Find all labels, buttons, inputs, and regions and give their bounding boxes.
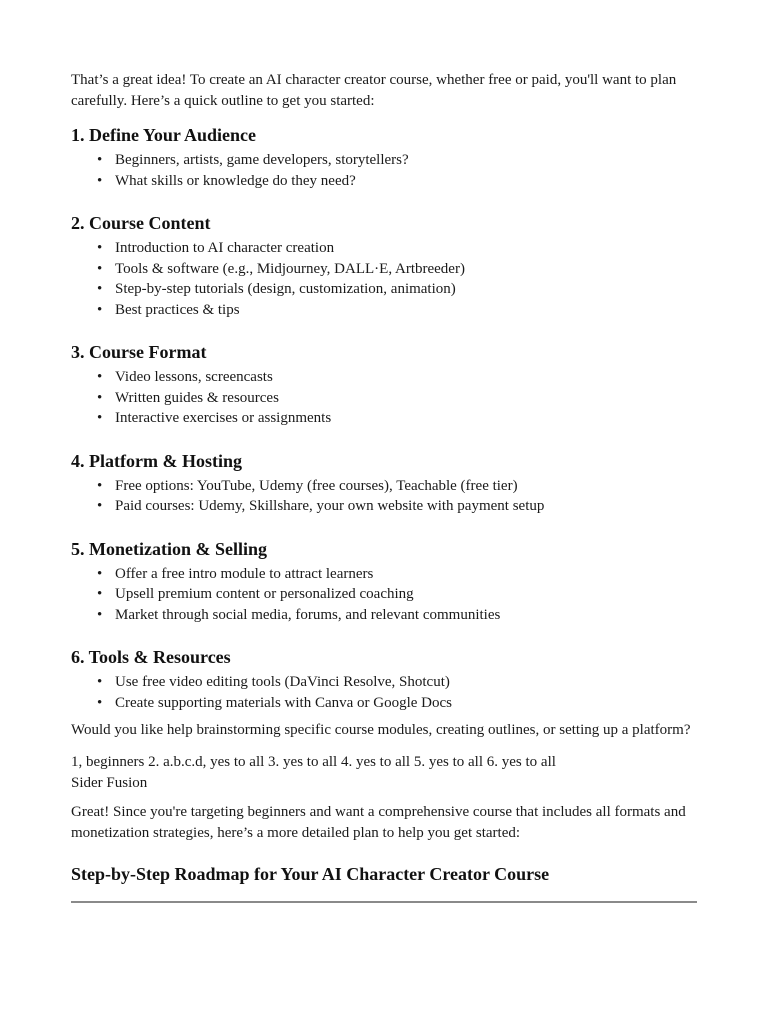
section-heading: 6. Tools & Resources [71,647,231,667]
list-item: • What skills or knowledge do they need? [71,171,697,192]
list-item: • Use free video editing tools (DaVinci Resolve, Shotcut) [71,672,697,693]
list-item: • Introduction to AI character creation [71,238,697,259]
section-heading: 2. Course Content [71,213,211,233]
section-heading: 1. Define Your Audience [71,125,257,145]
bullet-list [71,238,697,320]
section-heading: 3. Course Format [71,342,207,362]
section-platform-hosting [71,449,697,517]
section-tools-resources [71,645,697,713]
section-monetization [71,537,697,626]
user-reply: 1, beginners 2. a.b.c.d, yes to all 3. yes to all 4. yes to all 5. yes to all 6. yes to all [71,754,556,770]
bullet-list [71,150,697,191]
sender-name: Sider Fusion [71,775,148,791]
list-item: • Written guides & resources [71,388,697,409]
list-item: • Best practices & tips [71,300,697,321]
section-heading: 4. Platform & Hosting [71,450,242,471]
section-heading: 5. Monetization & Selling [71,538,267,559]
list-item: • Upsell premium content or personalized coaching [71,584,697,605]
follow-up-question: Would you like help brainstorming specific course modules, creating outlines, or setting up a platform? [71,722,691,738]
list-item: • Market through social media, forums, and relevant communities [71,605,697,626]
bullet-list [71,672,697,713]
list-item: • Create supporting materials with Canva or Google Docs [71,693,697,714]
list-item: • Tools & software (e.g., Midjourney, DALL·E, Artbreeder) [71,259,697,280]
list-item: • Beginners, artists, game developers, storytellers? [71,150,697,171]
section-course-format [71,340,697,429]
document-body [71,70,697,903]
list-item: • Interactive exercises or assignments [71,408,697,429]
list-item: • Free options: YouTube, Udemy (free courses), Teachable (free tier) [71,476,697,497]
section-course-content [71,211,697,320]
list-item: • Video lessons, screencasts [71,367,697,388]
section-define-audience [71,123,697,191]
list-item: • Paid courses: Udemy, Skillshare, your own website with payment setup [71,496,697,517]
bullet-list [71,564,697,626]
roadmap-heading: Step-by-Step Roadmap for Your AI Character Creator Course [71,862,697,903]
intro-paragraph: That’s a great idea! To create an AI character creator course, whether free or paid, you'll want to plan carefully. Here’s a quick outline to get you started: [71,72,677,109]
list-item: • Offer a free intro module to attract learners [71,564,697,585]
answer-paragraph: Great! Since you're targeting beginners and want a comprehensive course that includes all formats and monetization strategies, here’s a more detailed plan to help you get started: [71,804,686,841]
list-item: • Step-by-step tutorials (design, customization, animation) [71,279,697,300]
bullet-list [71,367,697,429]
bullet-list [71,476,697,517]
